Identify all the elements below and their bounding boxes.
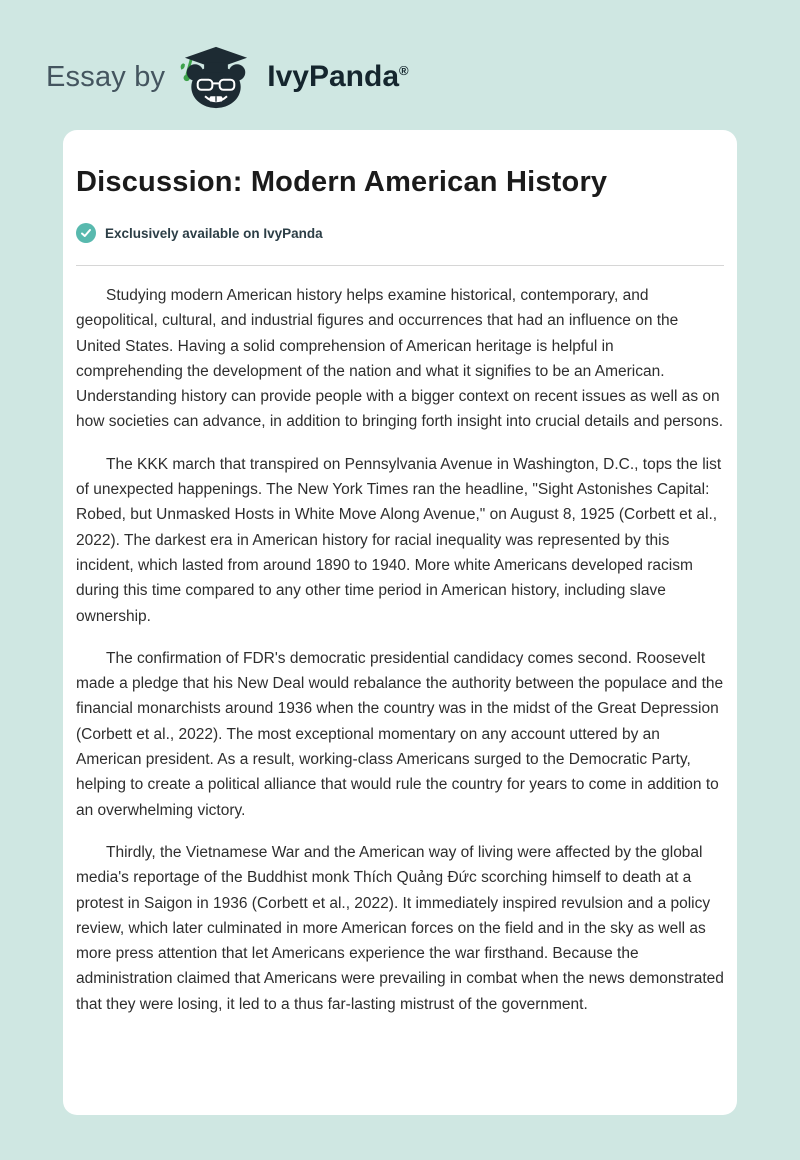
essay-paragraph: The KKK march that transpired on Pennsylvania Avenue in Washington, D.C., tops the list of unexpected happenings. The New York Times ran the headline, "Sight Astonishes Capital: Robed, but Unmasked Hosts in White Move Along Avenue," on August 8, 1925 (Corbett et al., 2022). The darkest era in American history for racial inequality was represented by this incident, which lasted from around 1890 to 1940. More white Americans developed racism during this time compared to any other time period in American history, including slave ownership. xyxy=(76,455,722,625)
essay-by-label: Essay by xyxy=(46,60,166,93)
essay-paragraph: Studying modern American history helps examine historical, contemporary, and geopolitical, cultural, and industrial figures and occurrences that had an influence on the United States. Having a solid comprehension of American heritage is helpful in comprehending the development of the nation and what it signifies to be an American. Understanding history can provide people with a bigger context on recent issues as well as on how societies can advance, in addition to bringing forth insight into crucial details and persons. xyxy=(76,287,724,431)
brand-name: IvyPanda ® xyxy=(267,60,409,93)
check-icon xyxy=(76,223,96,243)
divider xyxy=(76,265,724,266)
essay-paragraph: Thirdly, the Vietnamese War and the American way of living were affected by the global media's reportage of the Buddhist monk Thích Quảng Đức scorching himself to death at a protest in Saigon in 1936 (Corbett et al., 2022). It immediately inspired revulsion and a policy review, which later culminated in more American forces on the field and in the sky as well as more press attention that let Americans experience the war firsthand. Because the administration claimed that Americans were prevailing in combat when the news demonstrated that they were losing, it led to a thus far-lasting mistrust of the government. xyxy=(76,843,724,1013)
ivypanda-logo-icon xyxy=(177,45,255,109)
page-header xyxy=(0,0,800,120)
page-title: Discussion: Modern American History xyxy=(76,166,608,198)
availability-badge xyxy=(76,223,724,243)
essay-card xyxy=(63,130,737,1115)
essay-paragraph: The confirmation of FDR's democratic presidential candidacy comes second. Roosevelt made a pledge that his New Deal would rebalance the authority between the populace and the financial monarchists around 1936 when the country was in the midst of the Great Depression (Corbett et al., 2022). The most exceptional momentary on any account uttered by an American president. As a result, working-class Americans surged to the Democratic Party, helping to create a political alliance that would rule the country for years to come in addition to an overwhelming victory. xyxy=(76,649,724,819)
registered-mark: ® xyxy=(399,63,409,78)
availability-badge-label: Exclusively available on IvyPanda xyxy=(105,225,323,241)
